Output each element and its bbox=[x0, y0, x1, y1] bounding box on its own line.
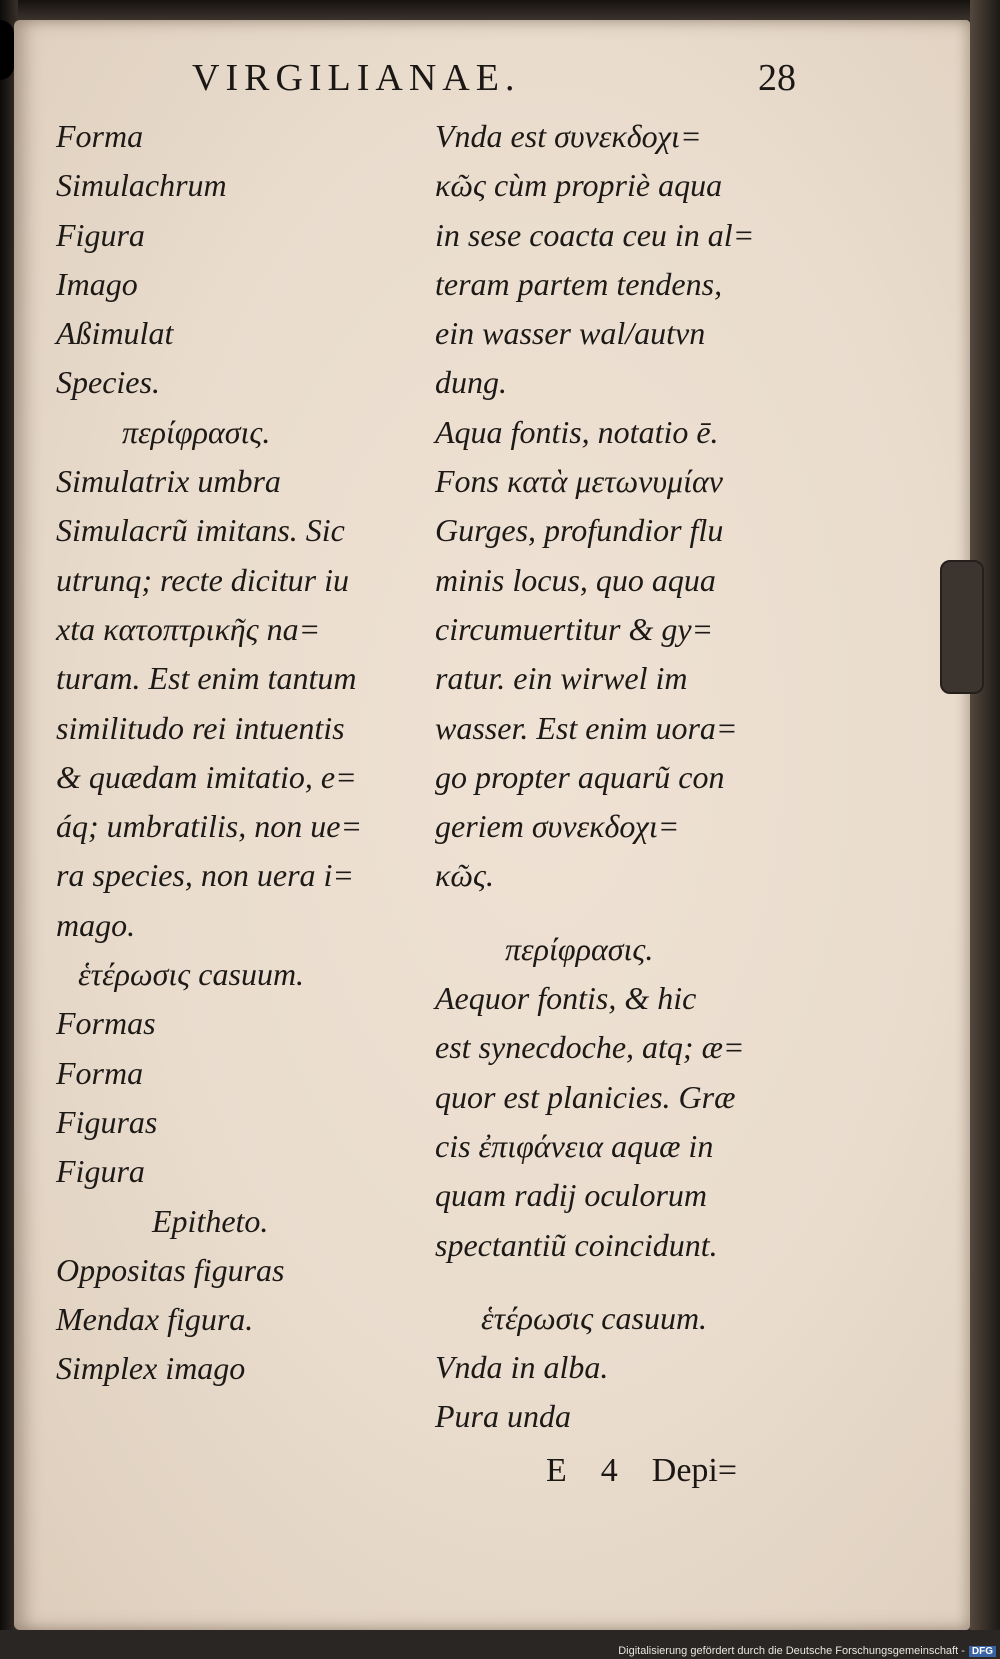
binding-clip bbox=[0, 20, 14, 80]
text-line: Figuras bbox=[56, 1103, 158, 1140]
text-line: ein wasser wal/autvn bbox=[435, 315, 706, 352]
book-top-edge bbox=[0, 0, 1000, 20]
text-line: Pura unda bbox=[435, 1398, 571, 1435]
text-line: Species. bbox=[56, 364, 160, 401]
text-line: Fons κατὰ μετωνυμίαν bbox=[435, 463, 723, 500]
text-line: wasser. Est enim uora= bbox=[435, 709, 738, 746]
text-line: spectantiũ coincidunt. bbox=[435, 1226, 718, 1263]
right-column bbox=[435, 112, 825, 1442]
book-right-edge bbox=[970, 0, 1000, 1630]
running-header: VIRGILIANAE. bbox=[192, 57, 521, 99]
text-line: ratur. ein wirwel im bbox=[435, 660, 688, 697]
text-line: Figura bbox=[56, 1153, 145, 1190]
text-line: xta κατοπτρικῆς na= bbox=[56, 610, 321, 647]
text-line: go propter aquarũ con bbox=[435, 758, 725, 795]
text-line: κῶς. bbox=[435, 857, 494, 894]
text-line: quor est planicies. Græ bbox=[435, 1078, 736, 1115]
text-line: in sese coacta ceu in al= bbox=[435, 216, 755, 253]
text-line: minis locus, quo aqua bbox=[435, 561, 716, 598]
text-line: κῶς cùm propriè aqua bbox=[435, 167, 723, 204]
digitization-credit bbox=[618, 1645, 996, 1657]
text-line: áq; umbratilis, non ue= bbox=[56, 808, 363, 845]
page-number: 28 bbox=[758, 57, 796, 99]
text-line: Mendax figura. bbox=[56, 1301, 254, 1338]
text-line: Simulatrix umbra bbox=[56, 463, 281, 500]
text-line: Aequor fontis, & hic bbox=[435, 980, 697, 1017]
text-line: Simulachrum bbox=[56, 167, 227, 204]
left-column bbox=[56, 112, 436, 1394]
page-tab-marker bbox=[940, 560, 984, 694]
section-heading: Epitheto. bbox=[152, 1202, 269, 1239]
text-line: dung. bbox=[435, 364, 507, 401]
text-line: Aßimulat bbox=[56, 315, 174, 352]
text-line: Gurges, profundior flu bbox=[435, 512, 724, 549]
text-line: utrunq; recte dicitur iu bbox=[56, 561, 349, 598]
text-line: Vnda est συνεκδοχι= bbox=[435, 118, 702, 154]
text-line: ra species, non uera i= bbox=[56, 857, 354, 894]
text-line: & quædam imitatio, e= bbox=[56, 758, 357, 795]
text-line: quam radij oculorum bbox=[435, 1177, 707, 1214]
text-line: Vnda in alba. bbox=[435, 1349, 609, 1386]
text-line: Simplex imago bbox=[56, 1350, 246, 1387]
text-line: Forma bbox=[56, 1054, 144, 1091]
catchword: Depi= bbox=[651, 1452, 738, 1489]
credit-text: Digitalisierung gefördert durch die Deutsche Forschungsgemeinschaft - bbox=[618, 1645, 965, 1657]
text-line: est synecdoche, atq; æ= bbox=[435, 1029, 745, 1066]
text-line: Imago bbox=[56, 265, 138, 302]
text-line: Forma bbox=[56, 118, 144, 154]
section-heading: ἑτέρωσις casuum. bbox=[78, 956, 305, 993]
text-line: Figura bbox=[56, 216, 145, 253]
text-line: Formas bbox=[56, 1005, 156, 1042]
text-line: cis ἐπιφάνεια aquæ in bbox=[435, 1127, 714, 1164]
text-line: similitudo rei intuentis bbox=[56, 709, 345, 746]
spacer bbox=[435, 1270, 825, 1294]
section-heading: ἑτέρωσις casuum. bbox=[481, 1299, 708, 1336]
section-heading: περίφρασις. bbox=[122, 413, 271, 450]
signature-mark: E bbox=[546, 1452, 567, 1489]
text-line: geriem συνεκδοχι= bbox=[435, 808, 680, 845]
text-line: Simulacrũ imitans. Sic bbox=[56, 512, 345, 549]
text-line: Oppositas figuras bbox=[56, 1251, 285, 1288]
spacer bbox=[435, 901, 825, 925]
text-line: circumuertitur & gy= bbox=[435, 610, 714, 647]
section-heading: περίφρασις. bbox=[505, 930, 654, 967]
signature-number: 4 bbox=[600, 1452, 618, 1489]
text-line: Aqua fontis, notatio ē. bbox=[435, 413, 719, 450]
dfg-logo: DFG bbox=[969, 1646, 996, 1657]
text-line: turam. Est enim tantum bbox=[56, 660, 357, 697]
text-line: teram partem tendens, bbox=[435, 265, 723, 302]
catchword-line bbox=[546, 1452, 771, 1490]
text-line: mago. bbox=[56, 906, 136, 943]
